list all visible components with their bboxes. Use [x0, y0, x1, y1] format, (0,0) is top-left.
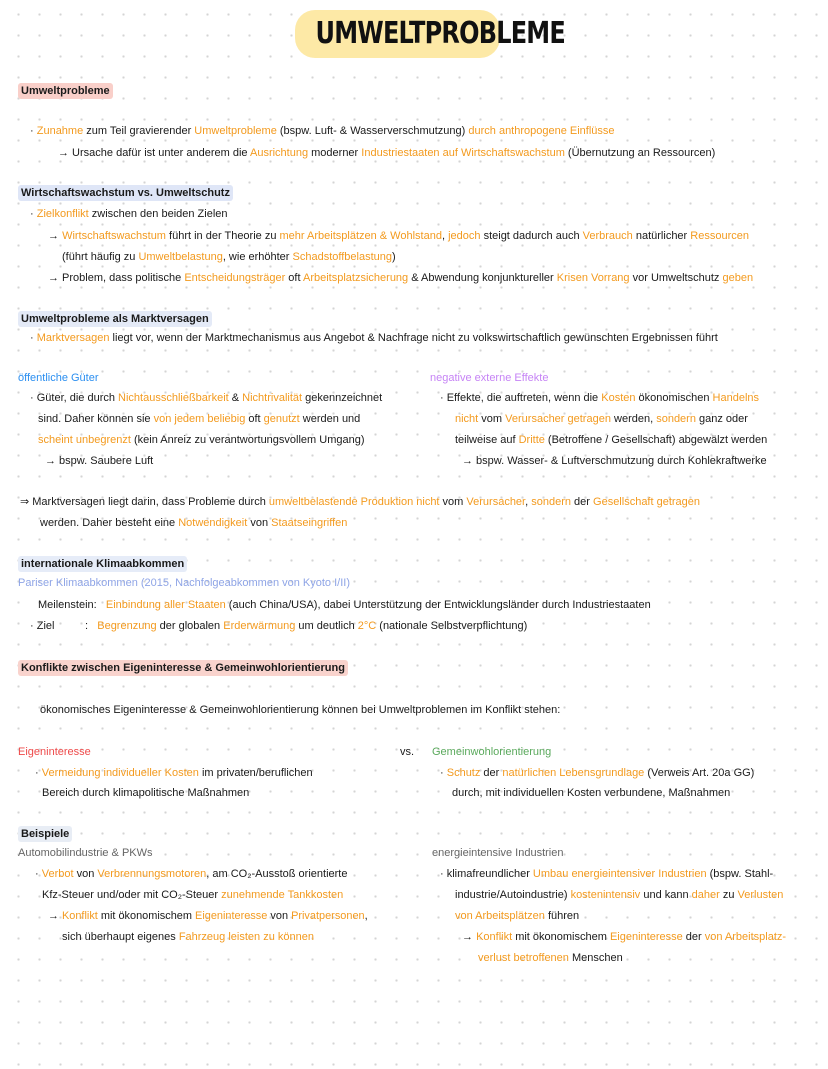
note-line — [48, 271, 753, 285]
note-text: · — [35, 868, 42, 880]
highlighted-term: Fahrzeug leisten zu können — [178, 931, 314, 943]
note-text: von — [247, 517, 272, 529]
page-title: UMWELTPROBLEME — [315, 16, 565, 51]
note-text: der — [571, 496, 594, 508]
highlighted-term: Notwendigkeit — [178, 517, 248, 529]
note-line — [38, 412, 360, 426]
note-line — [18, 576, 350, 590]
note-text: (Betroffene / Gesellschaft) abgewälzt werden — [544, 434, 768, 446]
highlighted-term: Erderwärmung — [223, 620, 296, 632]
note-text: · Effekte, die auftreten, wenn die — [440, 392, 602, 404]
note-text: der globalen — [156, 620, 224, 632]
note-text: · Ziel : — [30, 620, 98, 632]
highlighted-term: Marktversagen — [36, 332, 110, 344]
note-line — [432, 745, 551, 759]
note-text: im privaten/beruflichen — [198, 767, 313, 779]
highlighted-term: Umweltbelastung — [138, 251, 223, 263]
highlighted-term: Staatseingriffen — [271, 517, 348, 529]
note-text: ökonomisches Eigeninteresse & Gemeinwohlorientierung können bei Umweltproblemen im Konflikt stehen: — [40, 704, 561, 716]
note-text: (führt häufig zu — [62, 251, 139, 263]
note-line — [45, 454, 153, 468]
note-text: · — [440, 767, 447, 779]
note-text: energieintensive Industrien — [432, 847, 564, 859]
highlighted-term: Verbrauch — [582, 230, 633, 242]
note-text: → Ursache dafür ist unter anderem die — [58, 147, 250, 159]
note-text: , wie erhöhter — [222, 251, 293, 263]
note-text: werden, — [610, 413, 657, 425]
note-line — [40, 516, 347, 530]
highlighted-term: kostenintensiv — [570, 889, 641, 901]
note-text: (kein Anreiz zu verantwortungsvollem Umgang) — [130, 434, 365, 446]
note-text: → bspw. Saubere Luft — [45, 455, 154, 467]
note-text: Eigeninteresse — [18, 746, 91, 758]
note-line — [18, 745, 91, 759]
note-text: öffentliche Güter — [18, 372, 99, 384]
highlighted-term: Schadstoffbelastung — [292, 251, 392, 263]
highlighted-term: genutzt — [263, 413, 300, 425]
note-line — [440, 391, 759, 405]
note-text: liegt vor, wenn der Marktmechanismus aus Angebot & Nachfrage nicht zu volkswirtschaftlich gewünschten Ergebnissen führt — [109, 332, 718, 344]
note-text: industrie/Autoindustrie) — [455, 889, 571, 901]
note-text: → Problem, dass politische — [48, 272, 185, 284]
note-text: , — [525, 496, 532, 508]
note-text: · — [35, 767, 42, 779]
note-text: ökonomischen — [635, 392, 713, 404]
highlighted-term: Krisen Vorrang — [556, 272, 630, 284]
highlighted-term: sondern — [656, 413, 696, 425]
note-text: Beispiele — [21, 828, 70, 840]
highlighted-term: Verursacher — [466, 496, 526, 508]
highlighted-term: 2°C — [357, 620, 377, 632]
highlighted-term: Umbau energieintensiver Industrien — [532, 868, 707, 880]
note-text: oft — [245, 413, 264, 425]
highlighted-term: Verbrennungsmotoren — [97, 868, 207, 880]
note-line — [455, 412, 748, 426]
note-text: Gemeinwohlorientierung — [432, 746, 552, 758]
note-text: vom — [439, 496, 467, 508]
note-text: Wirtschaftswachstum vs. Umweltschutz — [21, 187, 230, 199]
note-text: führen — [544, 910, 580, 922]
note-line — [30, 124, 615, 138]
note-text: steigt dadurch auch — [480, 230, 583, 242]
note-text: (Verweis Art. 20a GG) — [644, 767, 755, 779]
highlighted-term: Arbeitsplatzsicherung — [303, 272, 409, 284]
note-text: internationale Klimaabkommen — [21, 558, 185, 570]
highlighted-term: Verbot — [41, 868, 74, 880]
note-line — [48, 909, 368, 923]
note-line — [462, 454, 767, 468]
section-heading — [18, 826, 72, 842]
note-text: der — [480, 767, 503, 779]
note-line — [58, 146, 715, 160]
highlighted-term: Schutz — [446, 767, 481, 779]
highlighted-term: Handelns — [712, 392, 760, 404]
note-text: mit ökonomischem — [512, 931, 610, 943]
note-text: Bereich durch klimapolitische Maßnahmen — [42, 787, 250, 799]
note-text: natürlicher — [632, 230, 691, 242]
highlighted-term: Ausrichtung — [249, 147, 309, 159]
note-text: Pariser Klimaabkommen (2015, Nachfolgeabkommen von Kyoto I/II) — [18, 577, 350, 589]
highlighted-term: daher — [691, 889, 720, 901]
note-text: Menschen — [568, 952, 623, 964]
highlighted-term: Zunahme — [36, 125, 84, 137]
note-line — [452, 786, 730, 800]
note-text: (nationale Selbstverpflichtung) — [376, 620, 528, 632]
note-text: · klimafreundlicher — [440, 868, 533, 880]
note-line — [30, 331, 718, 345]
note-line — [400, 745, 414, 759]
section-heading — [18, 556, 187, 572]
highlighted-term: zunehmende Tankkosten — [221, 889, 344, 901]
note-text: → — [462, 931, 477, 943]
note-text: vs. — [400, 746, 415, 758]
note-line — [35, 867, 347, 881]
note-line — [62, 250, 396, 264]
note-text: gekennzeichnet — [302, 392, 383, 404]
highlighted-term: natürlichen — [502, 767, 557, 779]
highlighted-term: Konflikt — [61, 910, 98, 922]
note-line — [48, 229, 749, 243]
note-line — [430, 371, 548, 385]
note-text: zum Teil gravierender — [83, 125, 195, 137]
highlighted-term: Eigeninteresse — [609, 931, 683, 943]
note-line — [38, 598, 651, 612]
note-text: (auch China/USA), dabei Unterstützung der Entwicklungsländer durch Industriestaaten — [225, 599, 651, 611]
note-text: (bspw. Stahl- — [706, 868, 774, 880]
note-text: werden und — [299, 413, 361, 425]
highlighted-term: Entscheidungsträger — [184, 272, 286, 284]
note-text: werden. Daher besteht eine — [40, 517, 179, 529]
section-heading — [18, 83, 113, 99]
highlighted-term: Einbindung aller Staaten — [105, 599, 226, 611]
note-line — [42, 888, 343, 902]
highlighted-term: Nichtausschließbarkeit — [118, 392, 229, 404]
note-text: teilweise auf — [455, 434, 519, 446]
highlighted-term: Konflikt — [476, 931, 513, 943]
note-text: (bspw. Luft- & Wasserverschmutzung) — [276, 125, 469, 137]
highlighted-term: geben — [722, 272, 754, 284]
note-text: ) — [392, 251, 396, 263]
note-text: von — [73, 868, 98, 880]
note-text: negative externe Effekte — [430, 372, 549, 384]
highlighted-term: Verursacher getragen — [505, 413, 611, 425]
highlighted-term: verlust betroffenen — [478, 952, 569, 964]
highlighted-term: Eigeninteresse — [195, 910, 268, 922]
note-text: → — [48, 910, 62, 922]
title-highlight — [295, 10, 565, 58]
note-text: ganz oder — [695, 413, 748, 425]
highlighted-term: jedoch — [448, 230, 481, 242]
note-text: vom — [478, 413, 506, 425]
note-text: der — [682, 931, 705, 943]
highlighted-term: Wirtschaftswachstum — [62, 230, 166, 242]
note-line — [18, 846, 153, 860]
note-text: → bspw. Wasser- & Luftverschmutzung durch Kohlekraftwerke — [462, 455, 767, 467]
note-text: zu — [719, 889, 738, 901]
note-text: um deutlich — [295, 620, 358, 632]
note-line — [38, 433, 365, 447]
note-line — [62, 930, 314, 944]
highlighted-term: von Arbeitsplätzen — [455, 910, 545, 922]
highlighted-term: umweltbelastende Produktion nicht — [268, 496, 440, 508]
note-line — [478, 951, 623, 965]
note-line — [30, 207, 228, 221]
highlighted-term: Nichtrivalität — [242, 392, 303, 404]
note-text: Automobilindustrie & PKWs — [18, 847, 153, 859]
note-text: → — [48, 230, 63, 242]
note-line — [30, 619, 527, 633]
note-line — [455, 888, 783, 902]
highlighted-term: durch anthropogene Einflüsse — [468, 125, 615, 137]
note-text: · — [30, 332, 37, 344]
highlighted-term: Verlusten — [737, 889, 784, 901]
note-text: & — [228, 392, 243, 404]
note-line — [440, 766, 754, 780]
highlighted-term: Lebensgrundlage — [559, 767, 645, 779]
highlighted-term: Gesellschaft getragen — [593, 496, 701, 508]
note-text: Meilenstein: — [38, 599, 106, 611]
note-line — [40, 703, 560, 717]
note-line — [455, 909, 579, 923]
note-line — [20, 495, 700, 509]
note-line — [462, 930, 786, 944]
highlighted-term: Privatpersonen — [291, 910, 365, 922]
highlighted-term: von jedem beliebig — [153, 413, 246, 425]
note-text: oft — [285, 272, 303, 284]
highlighted-term: Vermeidung individueller Kosten — [41, 767, 199, 779]
note-line — [35, 766, 313, 780]
section-heading — [18, 660, 348, 676]
note-text: führt in der Theorie zu — [165, 230, 280, 242]
highlighted-term: sondern — [531, 496, 571, 508]
note-text: & Abwendung konjunktureller — [408, 272, 557, 284]
section-heading — [18, 311, 212, 327]
note-text: Umweltprobleme — [21, 85, 110, 97]
highlighted-term: Begrenzung — [97, 620, 157, 632]
highlighted-term: Ressourcen — [690, 230, 749, 242]
note-text: Konflikte zwischen Eigeninteresse & Gemeinwohlorientierung — [21, 662, 345, 674]
note-line — [455, 433, 767, 447]
note-line — [42, 786, 249, 800]
note-text: sich überhaupt eigenes — [62, 931, 179, 943]
note-text: Umweltprobleme als Marktversagen — [21, 313, 209, 325]
note-text: · — [30, 208, 37, 220]
highlighted-term: mehr Arbeitsplätzen & Wohlstand — [279, 230, 442, 242]
highlighted-term: Industriestaaten auf Wirtschaftswachstum — [361, 147, 565, 159]
note-line — [30, 391, 382, 405]
note-text: zwischen den beiden Zielen — [88, 208, 228, 220]
note-text: vor Umweltschutz — [629, 272, 723, 284]
note-text: durch, mit individuellen Kosten verbundene, Maßnahmen — [452, 787, 731, 799]
note-line — [432, 846, 563, 860]
note-text: , — [441, 230, 449, 242]
note-text: und kann — [640, 889, 692, 901]
note-text: , am CO₂-Ausstoß orientierte — [206, 868, 348, 880]
section-heading — [18, 185, 233, 201]
note-text: · Güter, die durch — [30, 392, 119, 404]
highlighted-term: von Arbeitsplatz- — [704, 931, 787, 943]
note-text: mit ökonomischem — [97, 910, 196, 922]
highlighted-term: Kosten — [601, 392, 636, 404]
highlighted-term: Dritte — [518, 434, 545, 446]
note-text: , — [364, 910, 368, 922]
highlighted-term: Umweltprobleme — [194, 125, 277, 137]
note-line — [440, 867, 773, 881]
highlighted-term: Zielkonflikt — [36, 208, 89, 220]
highlighted-term: nicht — [455, 413, 479, 425]
note-text: sind. Daher können sie — [38, 413, 154, 425]
note-text: (Übernutzung an Ressourcen) — [564, 147, 716, 159]
highlighted-term: scheint unbegrenzt — [38, 434, 131, 446]
note-text: Kfz-Steuer und/oder mit CO₂-Steuer — [42, 889, 222, 901]
note-text: · — [30, 125, 37, 137]
note-text: ⇒ Marktversagen liegt darin, dass Probleme durch — [20, 496, 269, 508]
note-line — [18, 371, 99, 385]
note-text: von — [267, 910, 292, 922]
note-text: moderner — [308, 147, 362, 159]
